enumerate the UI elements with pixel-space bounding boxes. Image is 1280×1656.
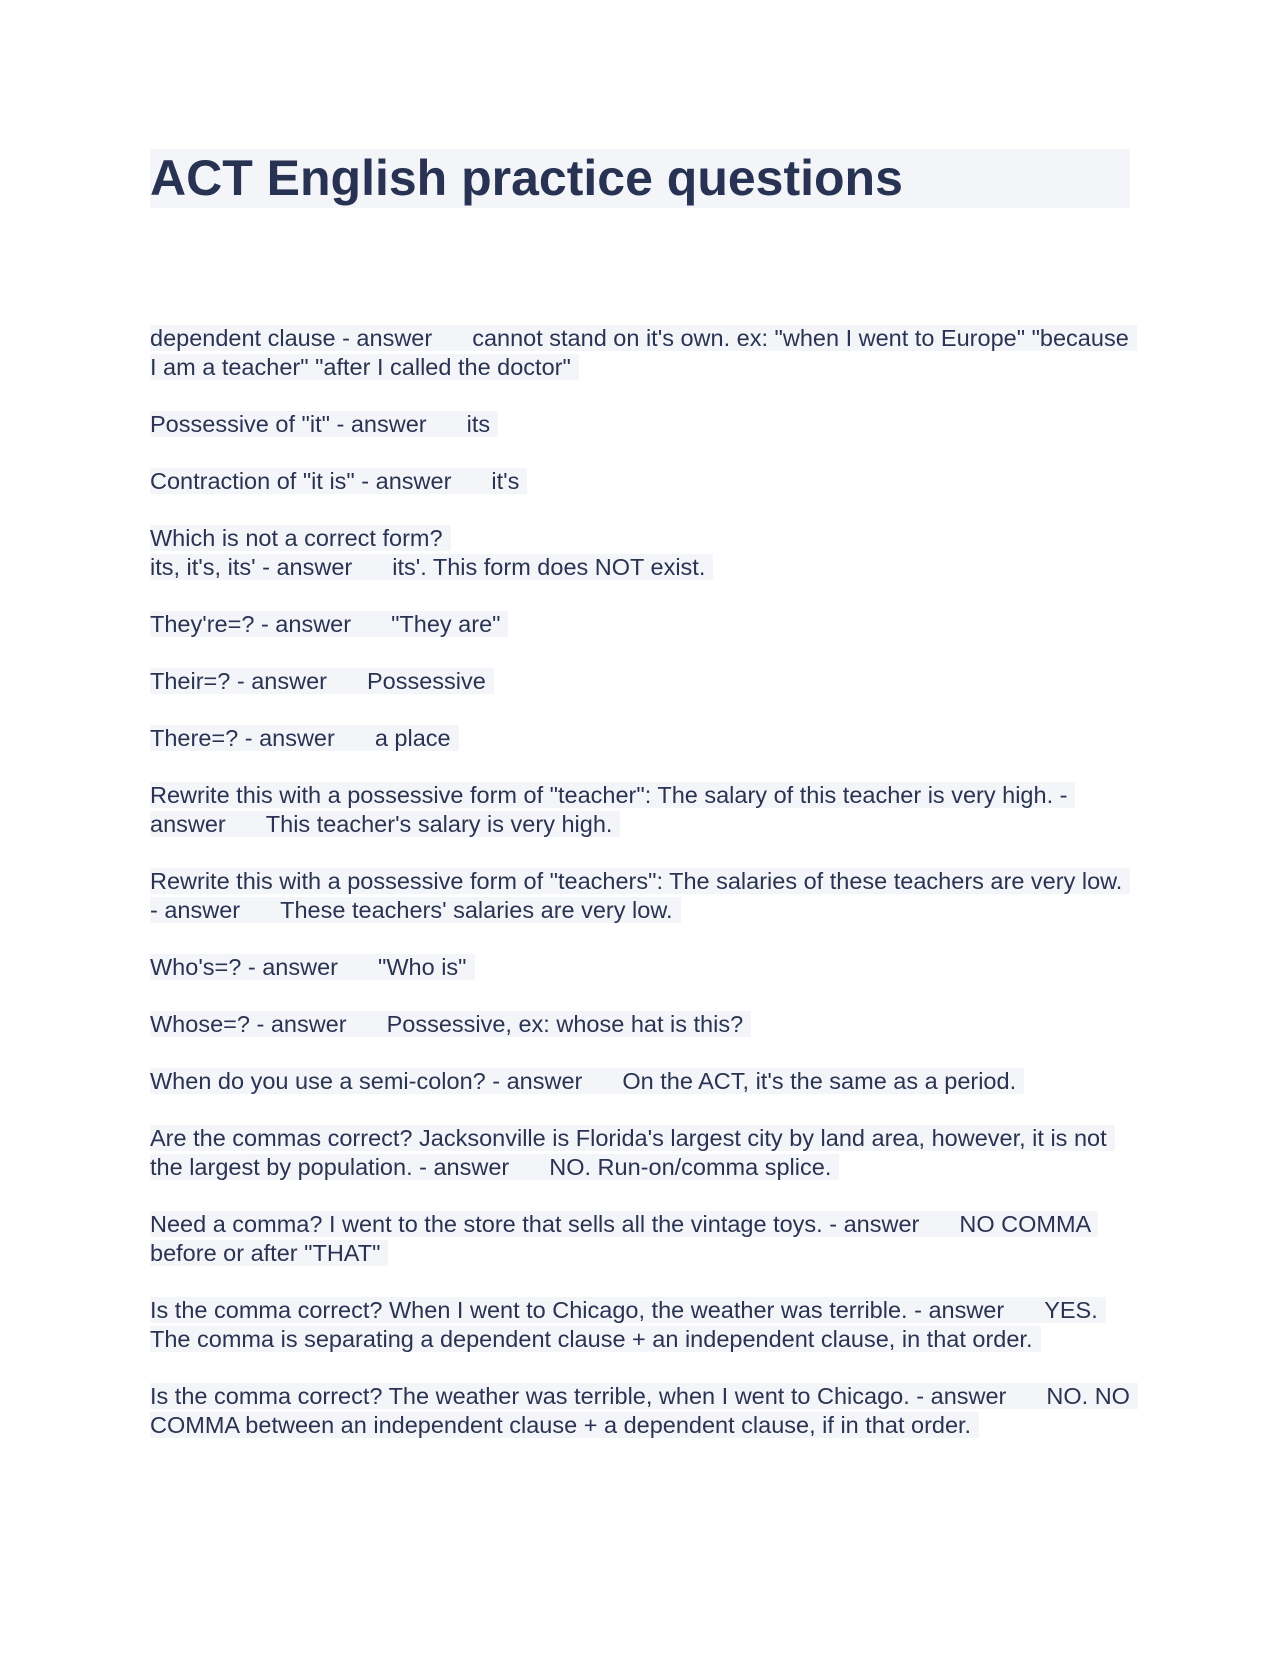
qa-item xyxy=(150,1067,1130,1096)
qa-item xyxy=(150,724,1130,753)
qa-list xyxy=(150,324,1130,1468)
qa-answer: These teachers' salaries are very low. xyxy=(280,897,673,923)
qa-question: dependent clause - answer xyxy=(150,325,433,351)
qa-item xyxy=(150,1010,1130,1039)
qa-item xyxy=(150,953,1130,982)
qa-question: Is the comma correct? When I went to Chicago, the weather was terrible. - answer xyxy=(150,1297,1005,1323)
qa-item xyxy=(150,867,1130,925)
qa-answer: it's xyxy=(491,468,520,494)
qa-question: Possessive of "it" - answer xyxy=(150,411,427,437)
qa-answer: "Who is" xyxy=(378,954,467,980)
qa-question: Which is not a correct form? its, it's, its' - answer xyxy=(150,525,443,580)
qa-answer: Possessive xyxy=(366,668,486,694)
qa-question: Is the comma correct? The weather was terrible, when I went to Chicago. - answer xyxy=(150,1383,1007,1409)
qa-question: When do you use a semi-colon? - answer xyxy=(150,1068,583,1094)
qa-item xyxy=(150,410,1130,439)
qa-question: Need a comma? I went to the store that sells all the vintage toys. - answer xyxy=(150,1211,920,1237)
qa-answer: YES. The comma is separating a dependent clause + an independent clause, in that order. xyxy=(150,1297,1098,1352)
qa-item xyxy=(150,467,1130,496)
qa-answer: "They are" xyxy=(391,611,501,637)
qa-item xyxy=(150,324,1130,382)
qa-question: Contraction of "it is" - answer xyxy=(150,468,452,494)
qa-answer: NO. NO COMMA between an independent clause + a dependent clause, if in that order. xyxy=(150,1383,1130,1438)
qa-answer: Possessive, ex: whose hat is this? xyxy=(386,1011,744,1037)
qa-answer: NO. Run-on/comma splice. xyxy=(549,1154,832,1180)
qa-answer: This teacher's salary is very high. xyxy=(265,811,613,837)
qa-question: Are the commas correct? Jacksonville is Florida's largest city by land area, however, it is not the largest by population. - answer xyxy=(150,1125,1107,1180)
qa-question: Whose=? - answer xyxy=(150,1011,347,1037)
qa-answer: its'. This form does NOT exist. xyxy=(392,554,706,580)
qa-item xyxy=(150,667,1130,696)
qa-question: There=? - answer xyxy=(150,725,335,751)
qa-question: Who's=? - answer xyxy=(150,954,338,980)
qa-question: Their=? - answer xyxy=(150,668,327,694)
qa-answer: NO COMMA before or after "THAT" xyxy=(150,1211,1090,1266)
qa-answer: cannot stand on it's own. ex: "when I went to Europe" "because I am a teacher" "after I called the doctor" xyxy=(150,325,1129,380)
document-title: ACT English practice questions xyxy=(150,150,903,206)
qa-item xyxy=(150,1382,1130,1440)
qa-question: They're=? - answer xyxy=(150,611,352,637)
qa-question: Rewrite this with a possessive form of "teacher": The salary of this teacher is very high. - answer xyxy=(150,782,1068,837)
qa-answer: a place xyxy=(374,725,451,751)
qa-item xyxy=(150,524,1130,582)
qa-item xyxy=(150,1296,1130,1354)
qa-item xyxy=(150,610,1130,639)
qa-item xyxy=(150,1210,1130,1268)
qa-answer: its xyxy=(466,411,491,437)
title-block xyxy=(150,149,1130,208)
qa-item xyxy=(150,781,1130,839)
qa-answer: On the ACT, it's the same as a period. xyxy=(622,1068,1017,1094)
qa-item xyxy=(150,1124,1130,1182)
document-page xyxy=(150,149,1130,1438)
qa-question: Rewrite this with a possessive form of "teachers": The salaries of these teachers are very low. - answer xyxy=(150,868,1123,923)
